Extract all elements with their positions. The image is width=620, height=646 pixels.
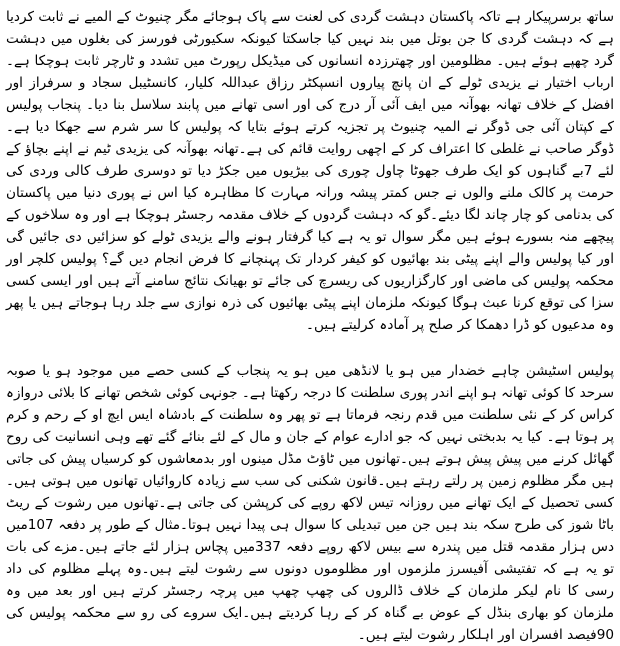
paragraph-gap <box>6 336 614 360</box>
article-paragraph-2: پولیس اسٹیشن چاہے خضدار میں ہو یا لانڈھی میں ہو یہ پنجاب کے کسی حصے میں موجود ہو یا صوبہ سرحد کا کوئی تھانہ ہو اپنے اندر پوری سلطنت کا درجہ رکھتا ہے۔ جونہی کوئی شخص تھانے کا بلائی دروازہ کراس کر کے نئی سلطنت میں قدم رنجہ فرماتا ہے تو پھر وہ سلطنت کے بادشاہ ایس ایچ او کے رحم و کرم پر ہوتا ہے۔ کیا یہ بدبختی نہیں کہ جو ادارے عوام کے جان و مال کے لئے بنائے گئے تھے وہی انسانیت کی روح گھائل کرنے میں پیش پیش ہوتے ہیں۔تھانوں میں ٹاؤٹ مڈل مینوں اور بدمعاشوں کو کرسیاں پیش کی جاتی ہیں مگر مظلوم زمین پر رلتے رہتے ہیں۔قانون شکنی کی سب سے زیادہ کاروائیاں تھانوں میں ہوتی ہیں۔ کسی تحصیل کے ایک تھانے میں روزانہ تیس لاکھ روپے کی کرپشن کی جاتی ہے۔تھانوں میں رشوت کے ریٹ باٹا شوز کی طرح سکہ بند ہیں جن میں تبدیلی کا سوال ہی پیدا نہیں ہوتا۔مثال کے طور پر دفعہ 107میں دس ہزار مقدمہ قتل میں پندرہ سے بیس لاکھ روپے دفعہ 337میں پچاس ہزار لئے جاتے ہیں۔مزے کی بات تو یہ ہے کہ تفتیشی آفیسرز ملزموں اور مظلوموں دونوں سے رشوت لیتے ہیں۔وہ پہلے مظلوم کی داد رسی کا نام لیکر ملزمان کے خلاف ڈالروں کی چھپ چھپ میں پرچہ رجسٹر کرتے ہیں اور بعد میں وہ ملزمان کو بھاری بنڈل کے عوض بے گناہ کر کے رہا کردیتے ہیں۔ایک سروے کی رو سے محکمہ پولیس کی 90فیصد افسران اور اہلکار رشوت لیتے ہیں۔ <box>6 363 615 643</box>
article-paragraph-1: ساتھ برسرپیکار ہے تاکہ پاکستان دہشت گردی کی لعنت سے پاک ہوجائے مگر چنیوٹ کے المیے نے ثابت کردیا ہے کہ دہشت گردی کا جن بوتل میں بند نہیں کیا جاسکتا کیونکہ سکیورٹی فورسز کی بغلوں میں دہشت گرد چھپے ہوئے ہیں۔ مظلومین اور چھترزدہ انسانوں کی میڈیکل رپورٹ میں تشدد و ٹارچر ثابت ہوچکا ہے۔ارباب اختیار نے یزیدی ٹولے کے ان پانچ پیاروں انسپکٹر رزاق عبداللہ کلیار، کانسٹیبل سجاد و سرفراز اور افضل کے خلاف تھانہ بھوآنہ میں ایف آئی آر درج کی اور اسی تھانے میں پابند سلاسل بنا دیا۔ پنجاب پولیس کے کپتان آئی جی ڈوگر نے المیہ چنیوٹ پر تجزیہ کرتے ہوئے بتایا کہ پولیس کا سر شرم سے جھکا دیا ہے۔ ڈوگر صاحب نے غلطی کا اعتراف کر کے اچھی روایت قائم کی ہے۔تھانہ بھوآنہ کی یزیدی ٹیم نے اپنے بچاؤ کے لئے 7بے گناہوں کو ایک طرف جھوٹا چاول چوری کی بیڑیوں میں جکڑ دیا تو دوسری طرف کالی وردی کی حرمت پر کالک ملنے والوں نے جس کمتر پیشہ ورانہ مہارت کا مظاہرہ کیا اس نے پوری دنیا میں پاکستان کی بدنامی کو چار چاند لگا دیئے۔گو کہ دہشت گردوں کے خلاف مقدمہ رجسٹر ہوچکا ہے اور وہ سلاخوں کے پیچھے منہ بسورے ہوئے ہیں مگر سوال تو یہ ہے کیا گرفتار ہونے والے یزیدی ٹولے کو سزائیں دی جائیں گی اور کیا پولیس والے اپنے پیٹی بند بھائیوں کو کیفر کردار تک پہنچانے کا فرض انجام دیں گے؟ پولیس کلچر اور محکمہ پولیس کی ماضی اور کارگزاریوں کی ریسرچ کی جائے تو بھیانک نتائج سامنے آتے ہیں اور ایسی کسی سزا کی توقع کرنا عبث ہوگا کیونکہ ملزمان اپنے پیٹی بھائیوں کی ذرہ نوازی سے جلد رہا ہوجاتے ہیں یا پھر وہ مدعیوں کو ڈرا دھمکا کر صلح پر آمادہ کرلیتے ہیں۔ <box>6 9 614 333</box>
